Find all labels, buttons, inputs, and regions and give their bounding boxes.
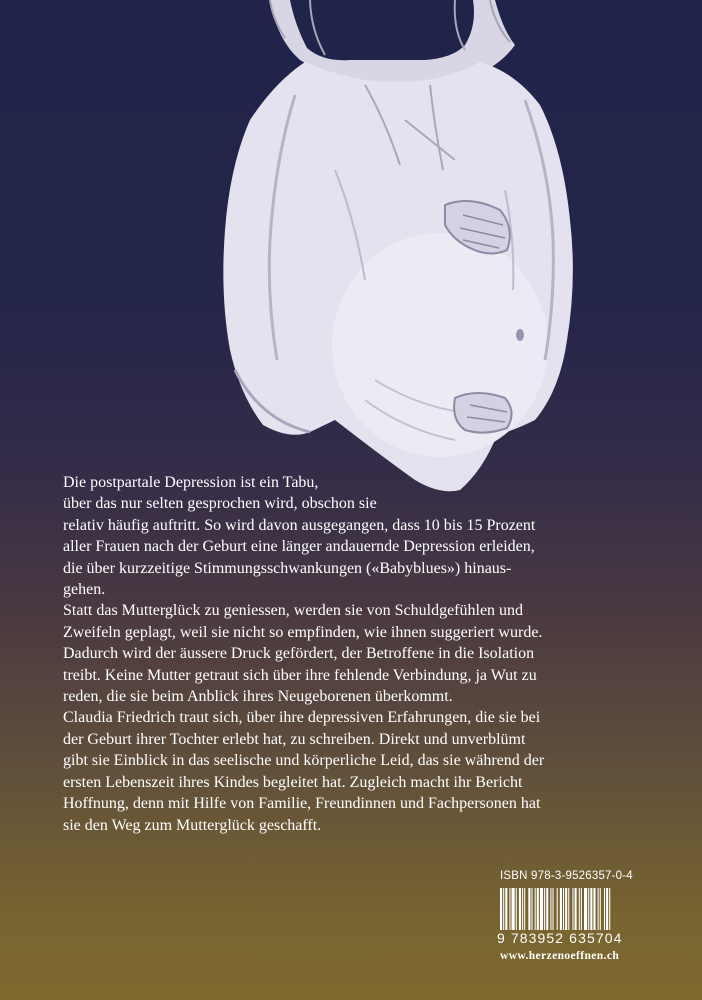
pregnant-woman-illustration-icon [215, 0, 615, 500]
website-url[interactable]: www.herzenoeffnen.ch [500, 950, 620, 962]
blurb-line: Dadurch wird der äussere Druck gefördert, der Betroffene in die Isolation [63, 645, 535, 663]
blurb-line: über das nur selten gesprochen wird, obschon sie [63, 495, 377, 513]
blurb-line: die über kurzzeitige Stimmungsschwankungen («Babyblues») hinaus- [63, 559, 512, 577]
blurb-line: Claudia Friedrich traut sich, über ihre depressiven Erfahrungen, die sie bei [63, 709, 541, 727]
blurb-line: Zweifeln geplagt, weil sie nicht so empfinden, wie ihnen suggeriert wurde. [63, 623, 543, 641]
isbn-label: ISBN 978-3-9526357-0-4 [500, 870, 633, 882]
blurb-line: relativ häufig auftritt. So wird davon ausgegangen, dass 10 bis 15 Prozent [63, 516, 536, 534]
blurb-line: Die postpartale Depression ist ein Tabu, [63, 474, 319, 491]
blurb-line: gibt sie Einblick in das seelische und körperliche Leid, das sie während der [63, 752, 545, 770]
blurb-line: aller Frauen nach der Geburt eine länger andauernde Depression erleiden, [63, 538, 535, 556]
blurb-line: reden, die sie beim Anblick ihres Neugeborenen überkommt. [63, 688, 453, 706]
blurb-line: Statt das Mutterglück zu geniessen, werden sie von Schuldgefühlen und [63, 602, 524, 620]
blurb-line: sie den Weg zum Mutterglück geschafft. [63, 816, 322, 834]
blurb-line: der Geburt ihrer Tochter erlebt hat, zu schreiben. Direkt und unverblümt [63, 730, 526, 748]
blurb-line: Hoffnung, denn mit Hilfe von Familie, Freundinnen und Fachpersonen hat [63, 795, 541, 813]
back-cover-blurb [63, 472, 663, 836]
blurb-line: treibt. Keine Mutter getraut sich über ihre fehlende Verbindung, ja Wut zu [63, 666, 537, 684]
blurb-line: ersten Lebenszeit ihres Kindes begleitet hat. Zugleich macht ihr Bericht [63, 773, 523, 791]
blurb-line: gehen. [63, 581, 106, 599]
barcode-digits: 9 783952 635704 [497, 930, 623, 946]
barcode-icon [500, 888, 644, 930]
